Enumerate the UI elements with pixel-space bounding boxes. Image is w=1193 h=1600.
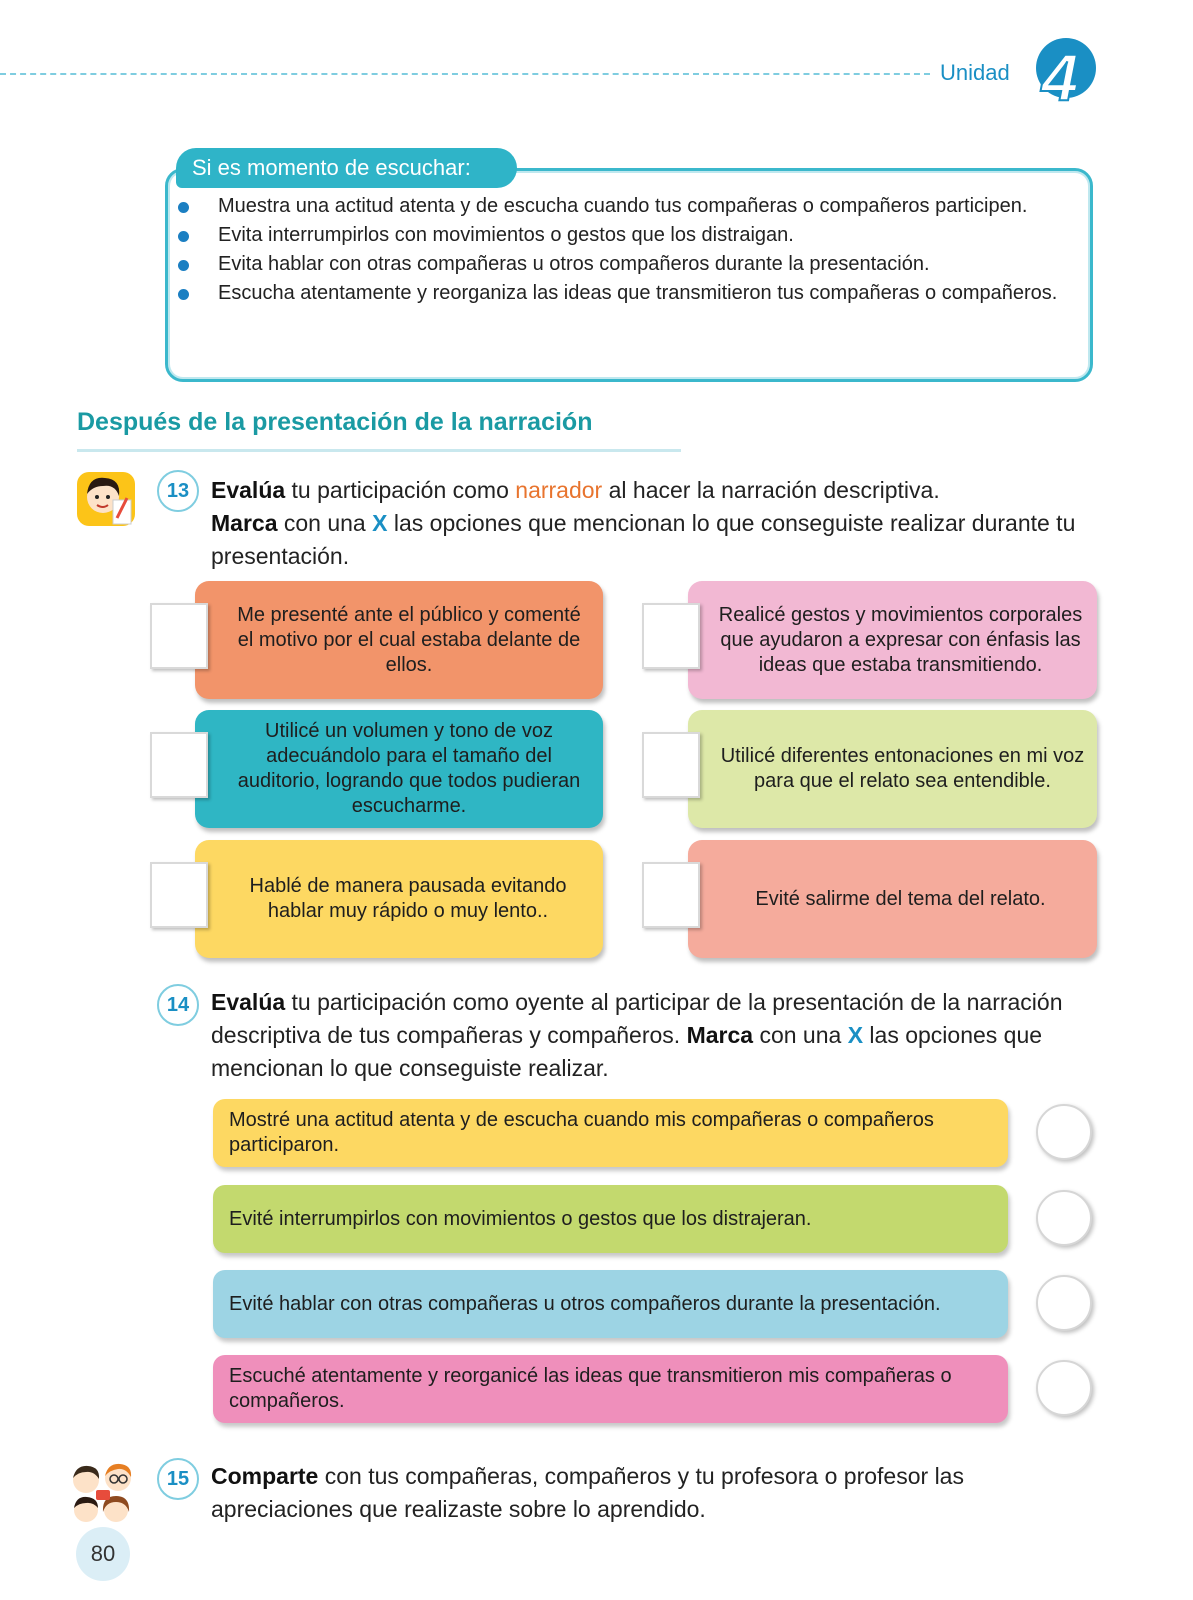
list-item: Escucha atentamente y reorganiza las ideas que transmitieron tus compañeras o compañeros. xyxy=(172,279,1072,308)
checkbox-option-3[interactable] xyxy=(150,732,208,798)
activity-14-instructions: Evalúa tu participación como oyente al participar de la presentación de la narración descriptiva de tus compañeras y compañeros. Marca con una X las opciones que mencionan lo que conseguiste realizar. xyxy=(211,989,1063,1081)
activity-number-13: 13 xyxy=(157,470,199,512)
list-item: Evita hablar con otras compañeras u otros compañeros durante la presentación. xyxy=(172,250,1072,279)
header-divider xyxy=(0,73,930,75)
checkbox-option-4[interactable] xyxy=(642,732,700,798)
checkbox-listener-3[interactable] xyxy=(1036,1275,1092,1331)
self-eval-option-1: Me presenté ante el público y comenté el motivo por el cual estaba delante de ellos. xyxy=(195,581,603,699)
page-number: 80 xyxy=(76,1527,130,1581)
listener-option-2: Evité interrumpirlos con movimientos o gestos que los distrajeran. xyxy=(213,1185,1008,1253)
activity-13-instructions: Evalúa tu participación como narrador al hacer la narración descriptiva. Marca con una X las opciones que mencionan lo que conseguiste realizar durante tu presentación. xyxy=(211,477,1076,569)
listener-option-4: Escuché atentamente y reorganicé las ideas que transmitieron mis compañeras o compañeros. xyxy=(213,1355,1008,1423)
listener-option-3: Evité hablar con otras compañeras u otros compañeros durante la presentación. xyxy=(213,1270,1008,1338)
self-eval-option-5: Hablé de manera pausada evitando hablar muy rápido o muy lento.. xyxy=(195,840,603,958)
checkbox-listener-1[interactable] xyxy=(1036,1104,1092,1160)
bullet-icon xyxy=(178,231,189,242)
unit-number-badge xyxy=(1030,34,1096,118)
checkbox-option-2[interactable] xyxy=(642,603,700,669)
self-eval-option-6: Evité salirme del tema del relato. xyxy=(688,840,1097,958)
bullet-icon xyxy=(178,289,189,300)
checkbox-option-6[interactable] xyxy=(642,862,700,928)
bullet-icon xyxy=(178,202,189,213)
section-underline xyxy=(77,449,681,452)
listening-tips-list xyxy=(172,192,1072,308)
self-eval-option-4: Utilicé diferentes entonaciones en mi voz para que el relato sea entendible. xyxy=(688,710,1097,828)
activity-number-14: 14 xyxy=(157,984,199,1026)
group-students-icon xyxy=(66,1462,140,1528)
list-item: Evita interrumpirlos con movimientos o gestos que los distraigan. xyxy=(172,221,1072,250)
unit-number: 4 xyxy=(1041,40,1079,114)
list-item: Muestra una actitud atenta y de escucha cuando tus compañeras o compañeros participen. xyxy=(172,192,1072,221)
checkbox-option-1[interactable] xyxy=(150,603,208,669)
listener-option-1: Mostré una actitud atenta y de escucha cuando mis compañeras o compañeros participaron. xyxy=(213,1099,1008,1167)
unit-label: Unidad xyxy=(940,60,1010,85)
checkbox-listener-2[interactable] xyxy=(1036,1190,1092,1246)
checkbox-listener-4[interactable] xyxy=(1036,1360,1092,1416)
listening-tips-title: Si es momento de escuchar: xyxy=(176,148,517,188)
section-title: Después de la presentación de la narración xyxy=(77,408,593,436)
student-writing-icon xyxy=(75,470,139,530)
self-eval-option-2: Realicé gestos y movimientos corporales que ayudaron a expresar con énfasis las ideas que estaba transmitiendo. xyxy=(688,581,1097,699)
bullet-icon xyxy=(178,260,189,271)
activity-15-instructions: Comparte con tus compañeras, compañeros y tu profesora o profesor las apreciaciones que realizaste sobre lo aprendido. xyxy=(211,1463,964,1522)
activity-number-15: 15 xyxy=(157,1458,199,1500)
checkbox-option-5[interactable] xyxy=(150,862,208,928)
self-eval-option-3: Utilicé un volumen y tono de voz adecuándolo para el tamaño del auditorio, logrando que todos pudieran escucharme. xyxy=(195,710,603,828)
